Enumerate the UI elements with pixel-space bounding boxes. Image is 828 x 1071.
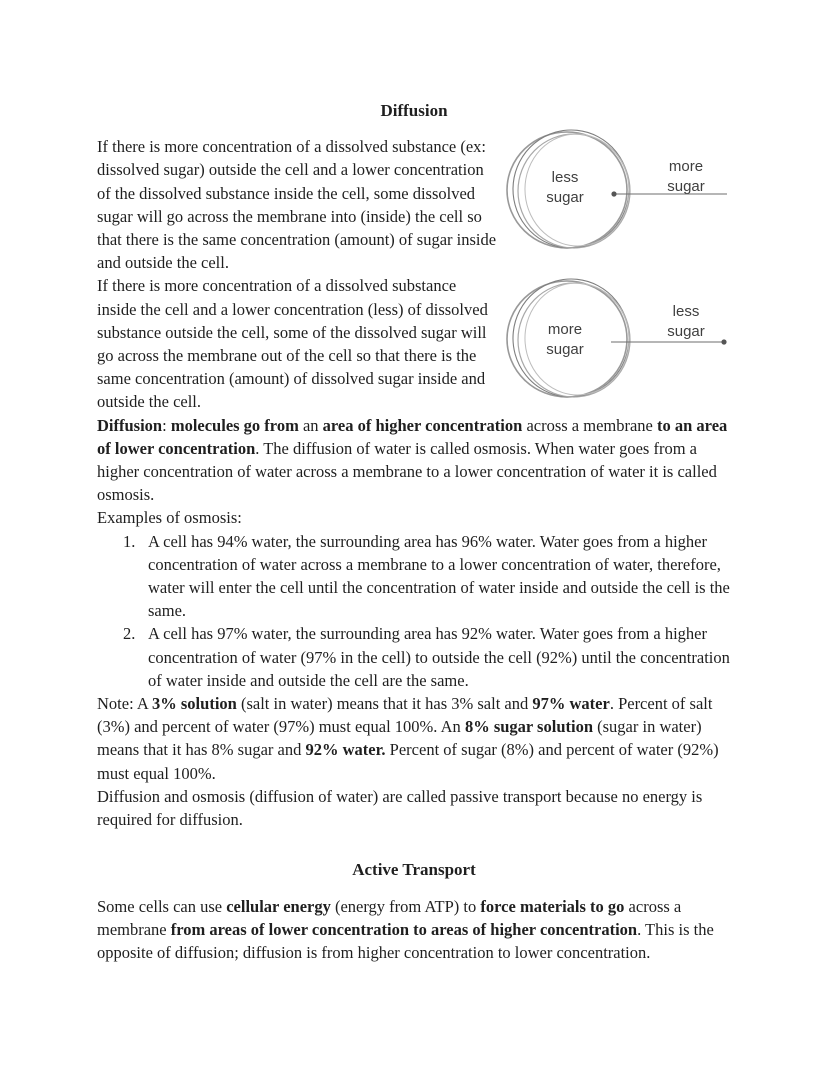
passive-transport-paragraph: Diffusion and osmosis (diffusion of water) are called passive transport because no energy is required for diffusion. [97, 786, 703, 830]
intro-paragraph-inside-to-outside: If there is more concentration of a dissolved substance inside the cell and a lower concentration (less) of dissolved substance outside the cell, some of the dissolved sugar will go across the membrane out of the cell so that there is the same concentration (amount) of dissolved sugar inside and outside the cell. [97, 276, 488, 412]
list-item-text: A cell has 97% water, the surrounding area has 92% water. Water goes from a higher concentration of water (97% in the cell) to outside the cell (92%) until the concentration of water inside and outside the cell are the same. [148, 624, 730, 690]
list-item-number: 2. [123, 624, 136, 644]
solution-note-paragraph: Note: A 3% solution (salt in water) means that it has 3% salt and 97% water. Percent of salt (3%) and percent of water (97%) must equal 100%. An 8% sugar solution (sugar in water) means that it has 8% sugar and 92% water. Percent of sugar (8%) and percent of water (92%) must equal 100%. [97, 694, 719, 783]
outside-cell-label-line2: sugar [667, 323, 705, 341]
inside-cell-label-line1: more [547, 321, 583, 339]
diffusion-text-column [97, 135, 499, 413]
page-title: Diffusion [380, 101, 448, 120]
list-item-number: 1. [123, 531, 136, 551]
cell-diagram-sugar-out-of-cell [499, 264, 731, 404]
inside-cell-label-line2: sugar [546, 341, 584, 359]
list-item-text: A cell has 94% water, the surrounding area has 96% water. Water goes from a higher concentration of water across a membrane to a lower concentration of water, therefore, water will enter the cell until the concentration of water inside and outside the cell is the same. [148, 531, 730, 621]
active-transport-paragraph: Some cells can use cellular energy (energy from ATP) to force materials to go across a membrane from areas of lower concentration to areas of higher concentration. This is the opposite of diffusion; diffusion is from higher concentration to lower concentration. [97, 896, 714, 962]
inside-cell-label-line1: less [551, 169, 579, 187]
cell-diagram-sugar-into-cell [499, 124, 731, 264]
list-item [123, 622, 731, 692]
diffusion-definition-section [97, 414, 731, 964]
diffusion-section [97, 135, 731, 413]
diffusion-definition-paragraph: Diffusion: molecules go from an area of higher concentration across a membrane to an area of lower concentration. The diffusion of water is called osmosis. When water goes from a higher concentration of water across a membrane to a lower concentration of water it is called osmosis. [97, 415, 728, 505]
examples-heading: Examples of osmosis: [97, 508, 242, 528]
cell-membrane-sketch-icon [507, 273, 635, 402]
outside-cell-label-line1: less [672, 303, 700, 321]
list-item [123, 530, 731, 623]
cell-diagram-column [499, 124, 731, 404]
inside-cell-label-line2: sugar [546, 189, 584, 207]
intro-paragraph-outside-to-inside: If there is more concentration of a dissolved substance (ex: dissolved sugar) outside the cell and a lower concentration of the dissolved substance inside the cell, some dissolved sugar will go across the membrane into (inside) the cell so that there is the same concentration (amount) of sugar inside and outside the cell. [97, 137, 497, 273]
osmosis-examples-list [97, 530, 731, 692]
active-transport-heading: Active Transport [352, 860, 476, 880]
outside-cell-label-line2: sugar [667, 178, 705, 196]
outside-cell-label-line1: more [668, 158, 704, 176]
